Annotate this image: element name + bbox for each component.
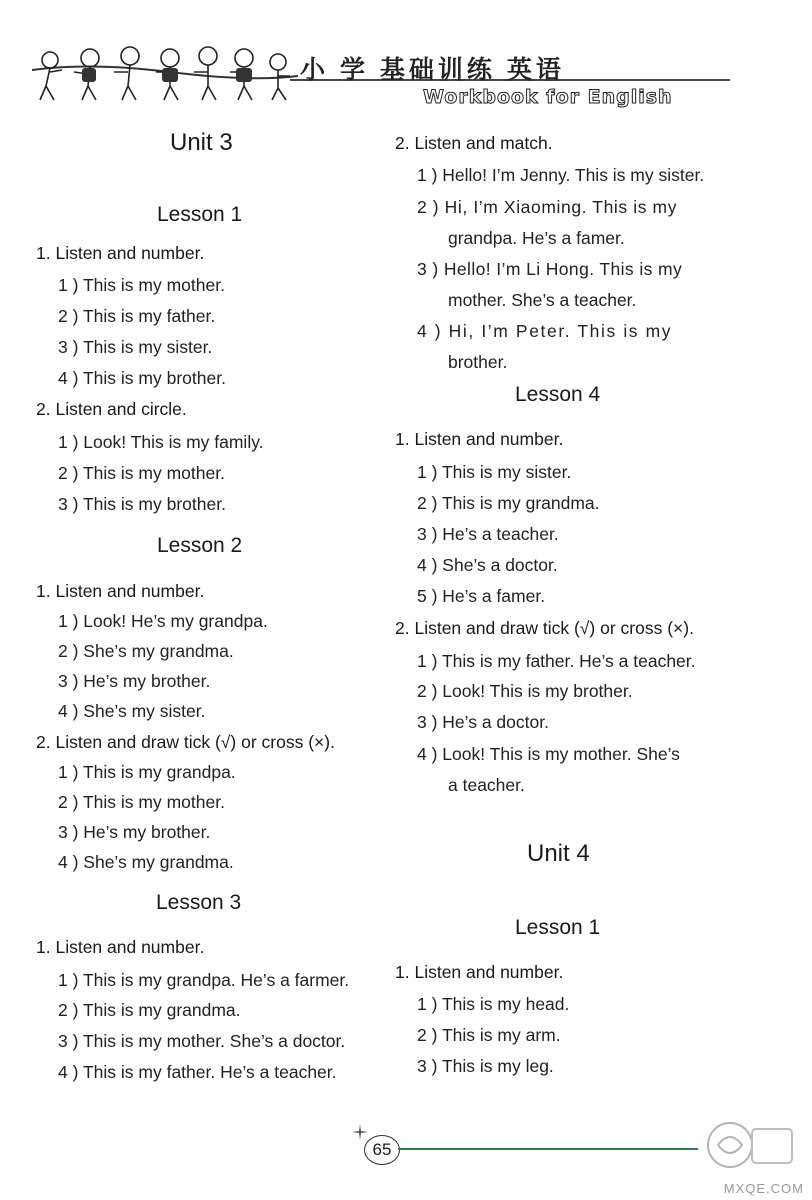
list-item: 3 ) This is my brother. [58, 494, 226, 514]
list-item: 1 ) Look! He’s my grandpa. [58, 611, 268, 631]
list-item: 1 ) This is my sister. [417, 462, 572, 482]
header-title-cn: 小 学 基础训练 英语 [300, 56, 565, 84]
list-item: 1 ) This is my father. He’s a teacher. [417, 651, 696, 671]
list-item: 3 ) This is my mother. She’s a doctor. [58, 1031, 346, 1051]
children-tug-of-war-illustration [30, 42, 300, 104]
section-heading: 2. Listen and circle. [36, 399, 187, 419]
lesson-heading: Lesson 3 [156, 891, 242, 914]
list-item: 4 ) Look! This is my mother. She’s [417, 744, 680, 764]
list-item: 2 ) She’s my grandma. [58, 641, 234, 661]
list-item: 2 ) Hi, I’m Xiaoming. This is my [417, 197, 678, 217]
section-heading: 2. Listen and draw tick (√) or cross (×). [395, 618, 694, 638]
unit-3-heading: Unit 3 [170, 129, 233, 156]
section-heading: 1. Listen and number. [36, 937, 205, 957]
list-item: 1 ) This is my grandpa. [58, 762, 236, 782]
list-item: 2 ) This is my father. [58, 306, 216, 326]
list-item: 1 ) Look! This is my family. [58, 432, 264, 452]
lesson-heading: Lesson 2 [157, 534, 243, 557]
list-item: mother. She’s a teacher. [448, 290, 637, 310]
list-item: 2 ) This is my grandma. [58, 1000, 241, 1020]
list-item: 2 ) This is my arm. [417, 1025, 561, 1045]
list-item: 4 ) This is my father. He’s a teacher. [58, 1062, 337, 1082]
list-item: 3 ) This is my sister. [58, 337, 213, 357]
footer-rule [398, 1148, 698, 1150]
list-item: 3 ) He’s my brother. [58, 671, 211, 691]
list-item: 4 ) She’s my sister. [58, 701, 206, 721]
section-heading: 2. Listen and match. [395, 133, 553, 153]
lesson-heading: Lesson 1 [157, 203, 243, 226]
section-heading: 1. Listen and number. [395, 962, 564, 982]
section-heading: 2. Listen and draw tick (√) or cross (×). [36, 732, 335, 752]
list-item: 3 ) This is my leg. [417, 1056, 554, 1076]
header-title-en: Workbook for English [423, 86, 673, 108]
section-heading: 1. Listen and number. [36, 581, 205, 601]
list-item: 1 ) This is my mother. [58, 275, 225, 295]
page-number: 65 [364, 1135, 400, 1165]
unit-4-heading: Unit 4 [527, 840, 590, 867]
list-item: 4 ) This is my brother. [58, 368, 226, 388]
section-heading: 1. Listen and number. [395, 429, 564, 449]
list-item: 2 ) This is my mother. [58, 792, 225, 812]
list-item: 2 ) This is my grandma. [417, 493, 600, 513]
list-item: 5 ) He’s a famer. [417, 586, 546, 606]
page-header [0, 0, 812, 125]
list-item: 4 ) She’s my grandma. [58, 852, 234, 872]
list-item: brother. [448, 352, 508, 372]
section-heading: 1. Listen and number. [36, 243, 205, 263]
list-item: 3 ) Hello! I’m Li Hong. This is my [417, 259, 683, 279]
list-item: a teacher. [448, 775, 525, 795]
list-item: 3 ) He’s a doctor. [417, 712, 549, 732]
sparkle-icon [350, 1122, 370, 1142]
lesson-heading: Lesson 4 [515, 383, 601, 406]
list-item: 4 ) Hi, I’m Peter. This is my [417, 321, 673, 341]
list-item: 2 ) This is my mother. [58, 463, 225, 483]
list-item: 1 ) This is my grandpa. He’s a farmer. [58, 970, 350, 990]
list-item: grandpa. He’s a famer. [448, 228, 625, 248]
lesson-heading: Lesson 1 [515, 916, 601, 939]
list-item: 2 ) Look! This is my brother. [417, 681, 633, 701]
list-item: 3 ) He’s my brother. [58, 822, 211, 842]
list-item: 1 ) This is my head. [417, 994, 570, 1014]
list-item: 3 ) He’s a teacher. [417, 524, 559, 544]
list-item: 4 ) She’s a doctor. [417, 555, 558, 575]
list-item: 1 ) Hello! I’m Jenny. This is my sister. [417, 165, 705, 185]
watermark-text: MXQE.COM [723, 1181, 804, 1196]
